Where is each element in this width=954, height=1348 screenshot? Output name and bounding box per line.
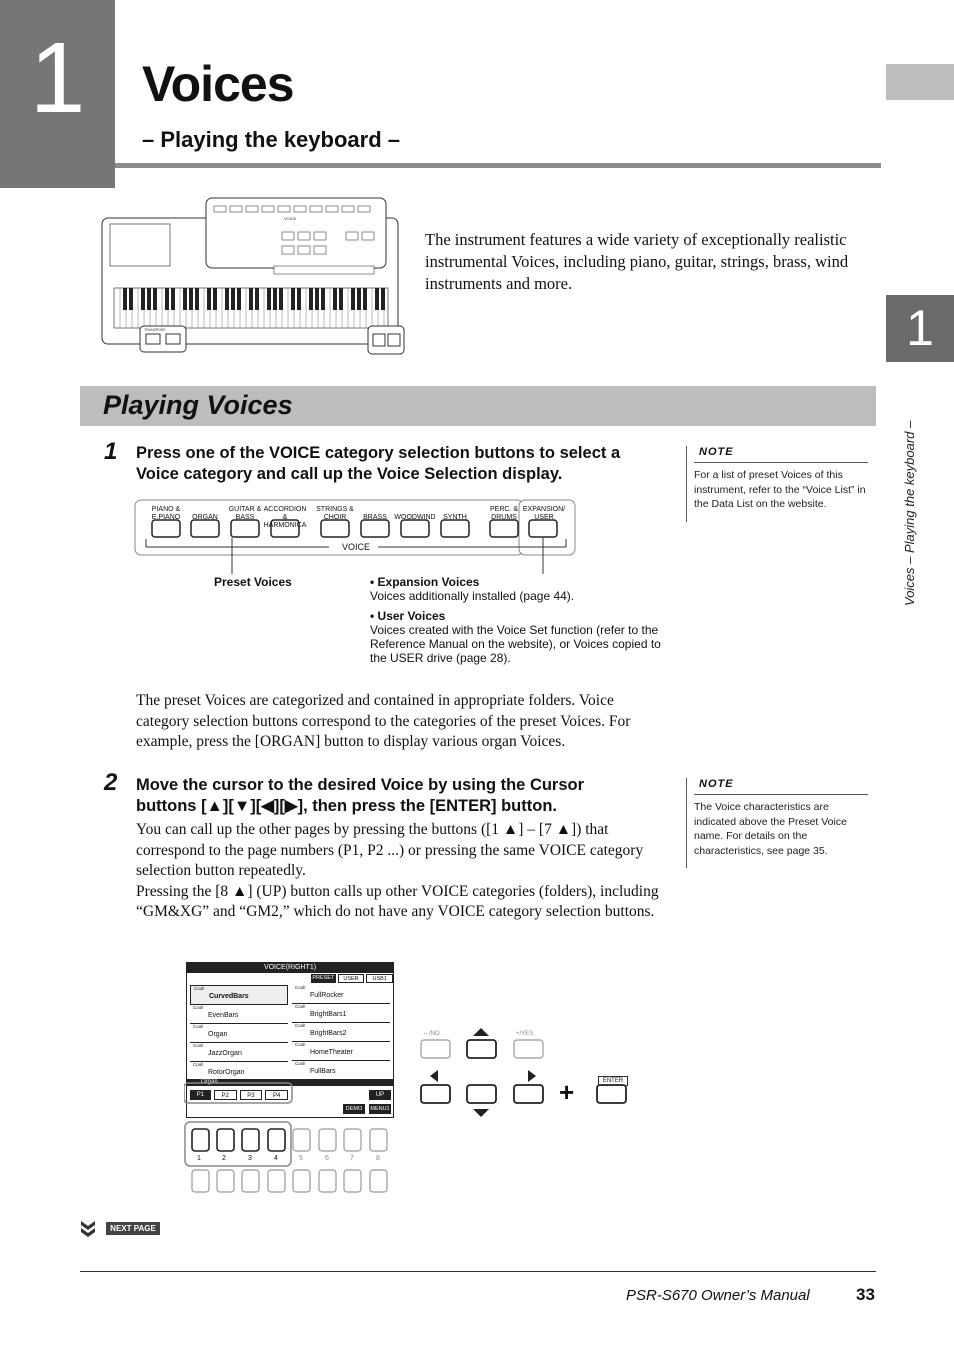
note-divider <box>686 446 687 522</box>
expansion-title: • Expansion Voices <box>370 575 480 589</box>
illustration-voice-label: VOICE <box>284 216 297 221</box>
display-buttons <box>184 1082 394 1198</box>
button-perc-drums[interactable]: PERC. & DRUMS <box>489 506 518 521</box>
plus-icon: + <box>559 1077 575 1107</box>
enter-label: ENTER <box>598 1076 628 1086</box>
right-voice-list <box>292 985 390 1080</box>
note-rule <box>694 462 868 463</box>
step-heading: Move the cursor to the desired Voice by using the Cursor buttons [▲][▼][◀][▶], then press the [ENTER] button. <box>136 776 585 815</box>
button-piano[interactable]: PIANO & E.PIANO <box>151 506 181 521</box>
section-title: Playing Voices <box>103 390 293 420</box>
cursor-up-icon <box>473 1028 489 1036</box>
display-tabs <box>311 974 393 983</box>
note-text: The Voice characteristics are indicated above the Preset Voice name. For details on the characteristics, see page 35. <box>694 801 847 857</box>
user-text: Voices created with the Voice Set function (refer to the Reference Manual on the website), or Voices copied to the USER drive (page 28). <box>370 623 661 665</box>
footer-rule <box>80 1271 876 1272</box>
up-button[interactable]: UP <box>369 1090 391 1100</box>
side-tab-grey <box>886 64 954 100</box>
folder-bar: Organ <box>187 1079 393 1086</box>
header-rule <box>115 163 881 168</box>
step-1-body: The preset Voices are categorized and contained in appropriate folders. Voice category selection buttons correspond to the categories of the preset Voices. For example, press the [ORGAN] button to display various organ Voices. <box>136 692 631 750</box>
button-guitar[interactable]: GUITAR & BASS <box>228 506 262 521</box>
step-number: 2 <box>104 769 118 796</box>
cursor-buttons <box>418 1026 634 1120</box>
cursor-down-icon <box>473 1109 489 1117</box>
list-item[interactable]: Cool! RotorOrgan <box>190 1062 288 1081</box>
cursor-left-icon <box>430 1070 438 1082</box>
demo-button[interactable]: DEMO <box>343 1104 365 1114</box>
display-button-numbers: 1 2 3 4 5 6 7 8 <box>197 1155 380 1162</box>
button-organ[interactable]: ORGAN <box>192 514 218 521</box>
list-item[interactable]: Cool! Organ <box>190 1024 288 1043</box>
no-label: – /NO <box>424 1031 440 1037</box>
button-accordion[interactable]: ACCORDION & HARMONICA <box>263 506 307 529</box>
page-tab-p2[interactable]: P2 <box>214 1090 237 1100</box>
button-strings[interactable]: STRINGS & CHOIR <box>316 506 354 521</box>
user-title: • User Voices <box>370 609 446 623</box>
intro-paragraph: The instrument features a wide variety of exceptionally realistic instrumental Voices, including piano, guitar, strings, brass, wind instruments and more. <box>425 230 849 293</box>
note-divider <box>686 778 687 868</box>
list-item[interactable]: Cool! JazzOrgan <box>190 1043 288 1062</box>
list-item[interactable]: Cool! BrightBars1 <box>292 1004 390 1023</box>
note-label: NOTE <box>699 446 734 458</box>
expansion-text: Voices additionally installed (page 44). <box>370 589 575 603</box>
caption-leader-lines <box>134 538 578 578</box>
step-heading: Press one of the VOICE category selection buttons to select a Voice category and call up the Voice Selection display. <box>136 444 621 483</box>
list-item[interactable]: Cool! CurvedBars <box>190 985 288 1005</box>
next-page-label[interactable]: NEXT PAGE <box>106 1222 160 1235</box>
list-item[interactable]: Cool! EvenBars <box>190 1005 288 1024</box>
button-synth[interactable]: SYNTH <box>443 514 467 521</box>
list-item[interactable]: Cool! FullRocker <box>292 985 390 1004</box>
page-tab-p3[interactable]: P3 <box>240 1090 263 1100</box>
footer-manual-title: PSR-S670 Owner’s Manual <box>626 1287 810 1304</box>
illustration-transpose-label: TRANSPOSE <box>144 328 166 332</box>
keyboard-illustration <box>96 196 408 356</box>
tab-user[interactable]: USER <box>338 974 365 983</box>
list-item[interactable]: Cool! BrightBars2 <box>292 1023 390 1042</box>
note-text: For a list of preset Voices of this instrument, refer to the “Voice List” in the Data List on the website. <box>694 469 866 510</box>
tab-usb1[interactable]: USB1 <box>366 974 393 983</box>
note-label: NOTE <box>699 778 734 790</box>
button-brass[interactable]: BRASS <box>363 514 387 521</box>
list-item[interactable]: Cool! HomeTheater <box>292 1042 390 1061</box>
step-2-body: You can call up the other pages by pressing the buttons ([1 ▲] – [7 ▲]) that correspond to the page numbers (P1, P2 ...) or pressing the same VOICE category selection button repeatedly. Pressing the [8 ▲] (UP) button calls up other VOICE categories (folders), including “GM&XG” and “GM2,” which do not have any VOICE category selection buttons. <box>136 821 659 920</box>
side-tab-chapter: 1 <box>886 295 954 362</box>
step-number: 1 <box>104 438 118 465</box>
expansion-user-captions <box>370 575 670 665</box>
tab-preset[interactable]: PRESET <box>312 975 335 981</box>
note-rule <box>694 794 868 795</box>
chapter-subtitle: – Playing the keyboard – <box>142 127 400 152</box>
yes-label: +/YES <box>516 1031 534 1037</box>
page-tab-p4[interactable]: P4 <box>265 1090 288 1100</box>
display-header: VOICE(RIGHT1) <box>187 963 393 973</box>
page-number: 33 <box>856 1285 875 1304</box>
chapter-number: 1 <box>29 22 86 134</box>
left-voice-list <box>190 985 288 1081</box>
next-page-icon <box>80 1220 96 1242</box>
chapter-title: Voices <box>142 56 294 112</box>
list-item[interactable]: Cool! FullBars <box>292 1061 390 1080</box>
button-woodwind[interactable]: WOODWIND <box>394 514 436 521</box>
button-expansion-user[interactable]: EXPANSION/ USER <box>522 506 566 521</box>
preset-voices-caption: Preset Voices <box>214 575 292 589</box>
side-tab-label: Voices – Playing the keyboard – <box>902 420 917 606</box>
cursor-right-icon <box>528 1070 536 1082</box>
menu-button[interactable]: MENU1 <box>370 1106 390 1112</box>
voice-group-label: VOICE <box>334 542 378 552</box>
page-tab-p1[interactable]: P1 <box>190 1090 211 1100</box>
